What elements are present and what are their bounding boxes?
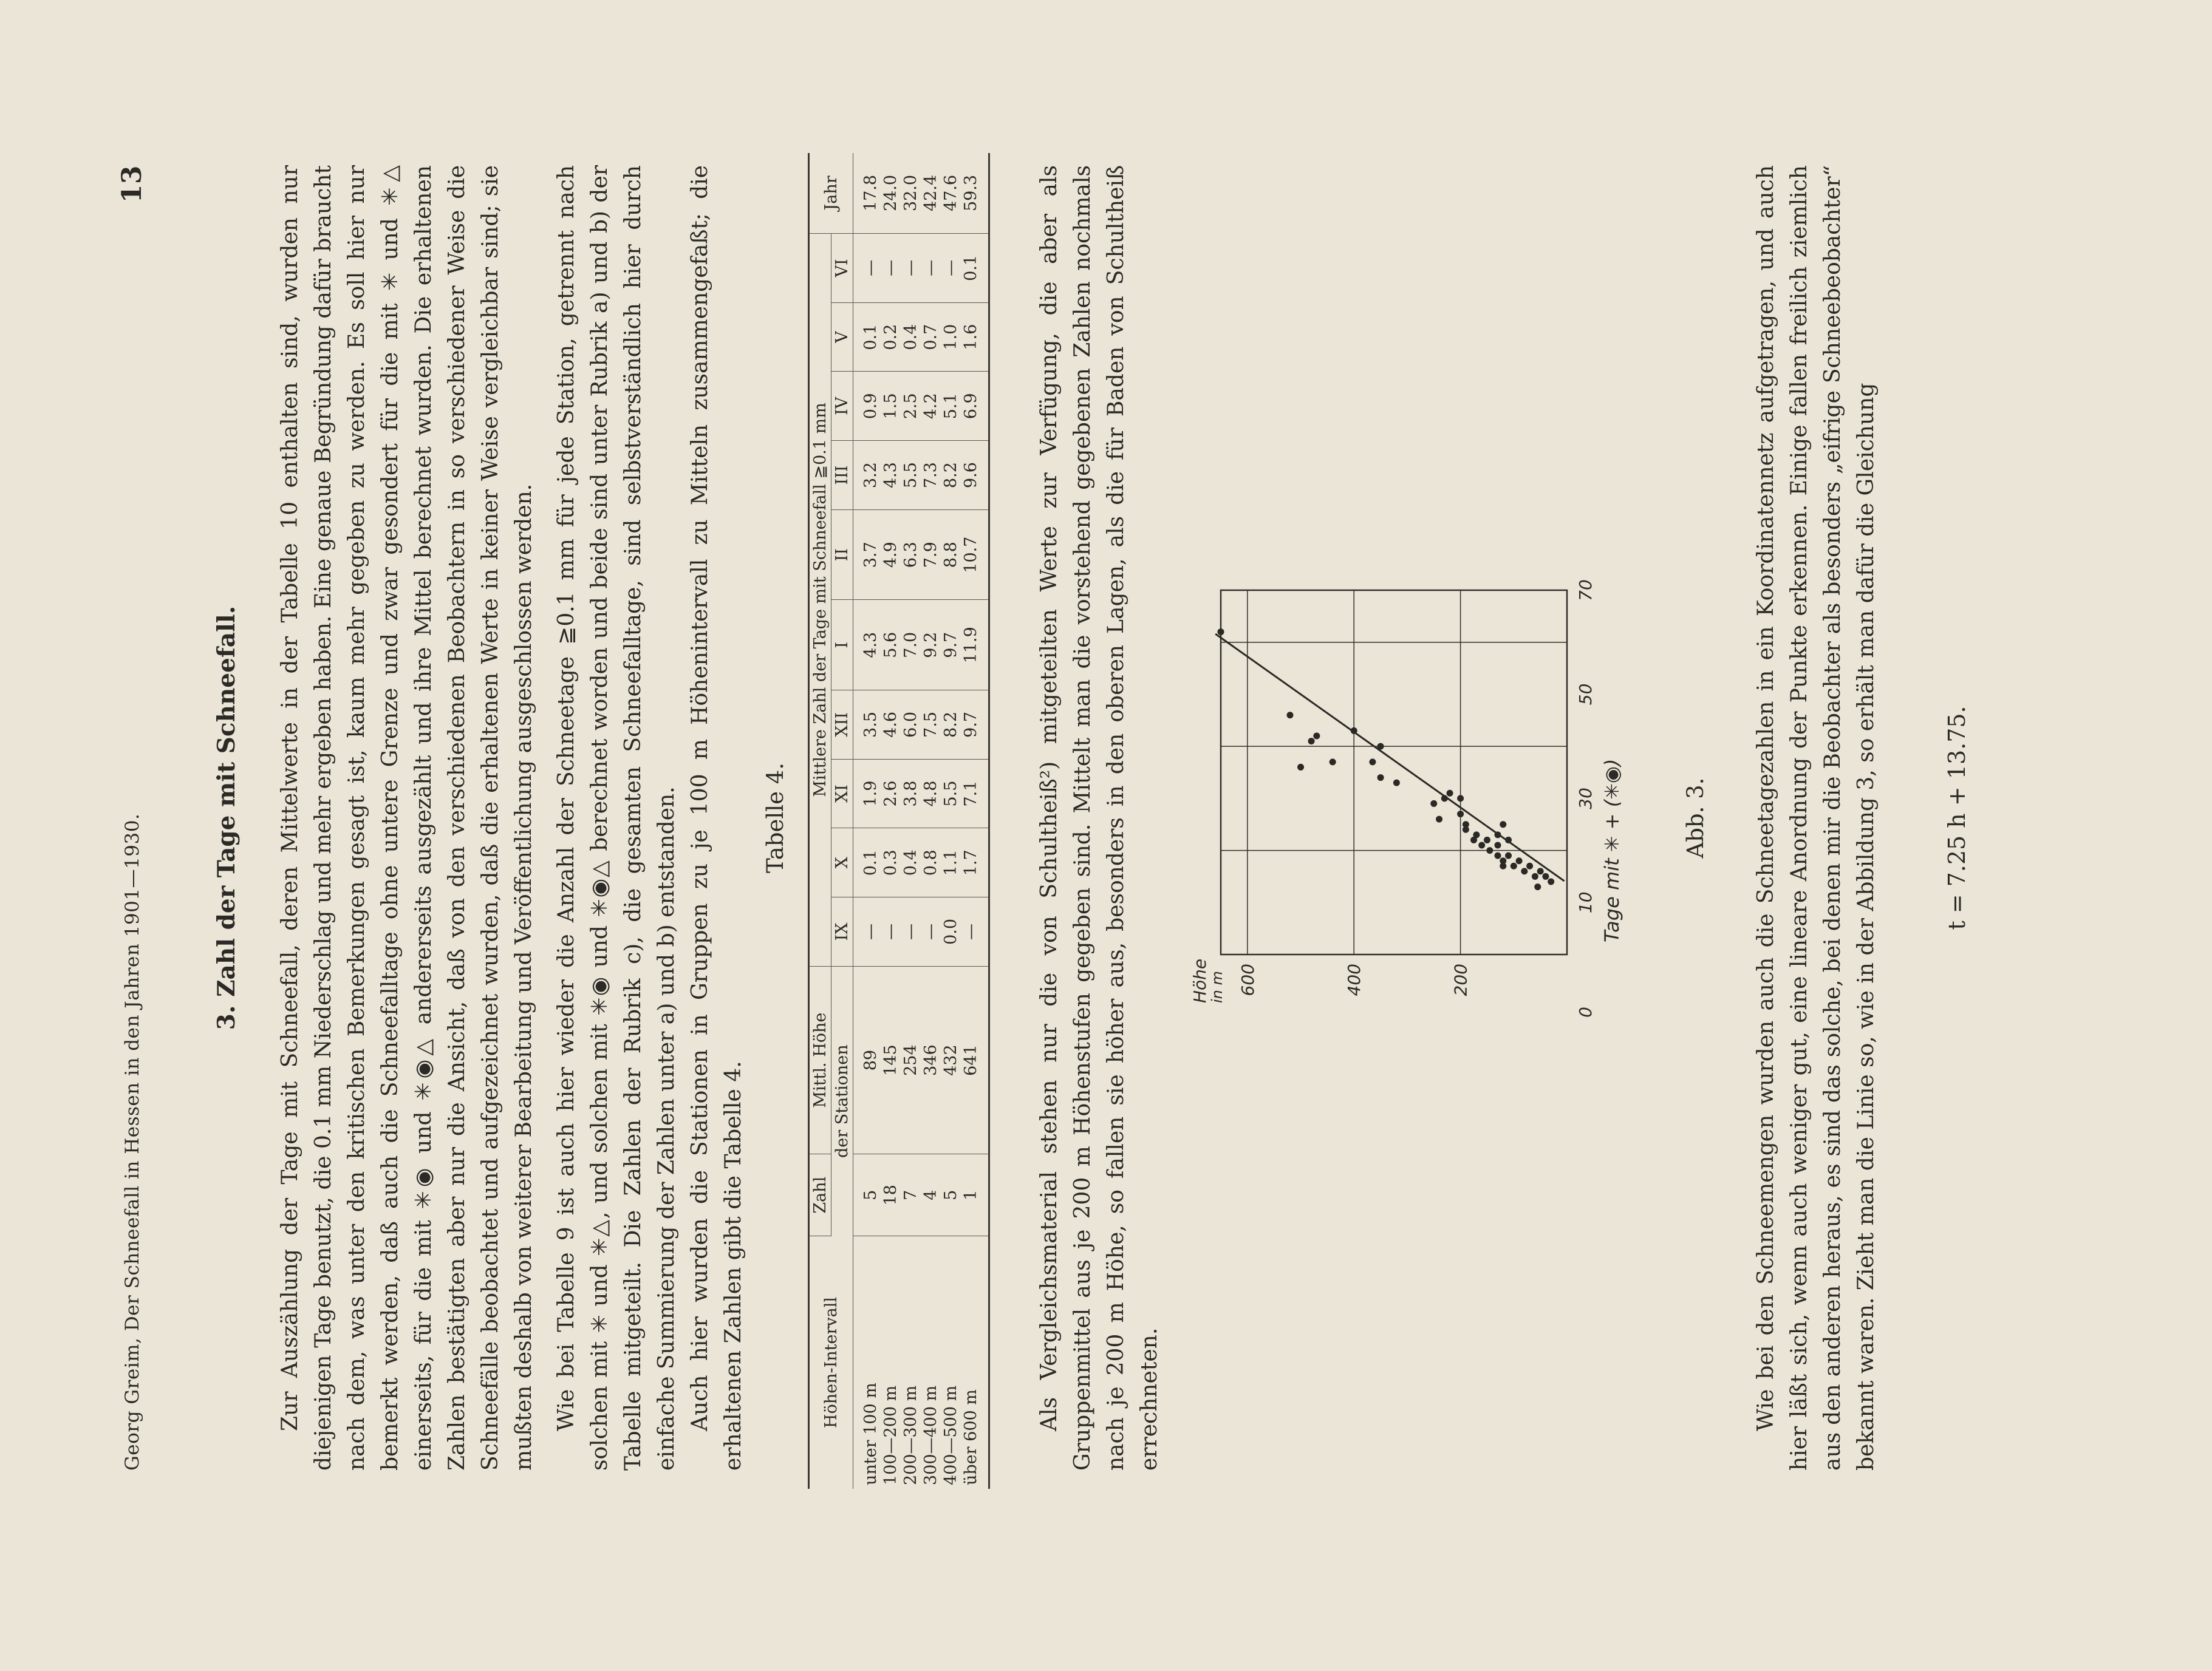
cell-month-value: 6.9 xyxy=(961,372,989,441)
header-month-I: I xyxy=(831,600,853,690)
data-point xyxy=(1393,780,1400,786)
cell-month-value: 0.0 xyxy=(941,897,961,967)
running-head: Georg Greim, Der Schneefall in Hessen in den Jahren 1901—1930. xyxy=(121,813,143,1471)
x-tick-label: 50 xyxy=(1575,683,1596,706)
y-tick-label: 400 xyxy=(1344,964,1365,996)
data-point xyxy=(1377,743,1384,750)
cell-hoehe: 641 xyxy=(961,966,989,1154)
cell-month-value: — xyxy=(853,233,881,302)
header-month-IV: IV xyxy=(831,372,853,441)
paragraph-5: Wie bei den Schneemengen wurden auch die Schneetagezahlen in ein Koordinatennetz aufgetragen, und auch hier läßt sich, wenn auch weniger gut, eine lineare Anordnung der Punkte erkennen. Einige fallen freilich ziemlich aus den anderen heraus, es sind das solche, bei denen mir die Beobachter als besonders „eifrige Schneebeobachter“ bekannt waren. Zieht man die Linie so, wie in der Abbildung 3, so erhält man dafür die Gleichung xyxy=(1753,165,1879,1471)
cell-hoehe: 254 xyxy=(901,966,921,1154)
cell-month-value: 9.2 xyxy=(921,600,941,690)
y-axis-unit: in m xyxy=(1209,971,1226,1003)
cell-month-value: — xyxy=(881,897,901,967)
header-month-II: II xyxy=(831,509,853,600)
cell-hoehe: 89 xyxy=(853,966,881,1154)
equation: t = 7.25 h + 13.75. xyxy=(1944,706,1970,930)
header-der-stationen: der Stationen xyxy=(831,966,853,1236)
running-header xyxy=(117,165,158,1471)
data-point xyxy=(1484,837,1490,843)
cell-interval: 300—400 m xyxy=(921,1385,940,1485)
data-point xyxy=(1473,831,1480,838)
cell-month-value: — xyxy=(901,233,921,302)
cell-month-value: 4.3 xyxy=(881,441,901,510)
cell-month-value: 0.1 xyxy=(961,233,989,302)
cell-jahr: 59.3 xyxy=(961,153,989,233)
cell-jahr: 32.0 xyxy=(901,153,921,233)
data-point xyxy=(1313,733,1320,740)
cell-interval: 400—500 m xyxy=(941,1385,960,1485)
cell-month-value: 1.6 xyxy=(961,302,989,372)
paragraph-1: Zur Auszählung der Tage mit Schneefall, deren Mittelwerte in der Tabelle 10 enthalten sind, wurden nur diejenigen Tage benutzt, die 0.1 mm Niederschlag und mehr ergeben haben. Eine genaue Begründung dafür braucht nach dem, was unter den kritischen Bemerkungen gesagt ist, kaum mehr gegeben zu werden. Es soll hier nur bemerkt werden, daß auch die Schneefalltage ohne untere Grenze und zwar gesondert für die mit ✳ und ✳△ einerseits, für die mit ✳◉ und ✳◉△ andererseits ausgezählt und ihre Mittel berechnet wurden. Die erhaltenen Zahlen bestätigten aber nur die Ansicht, daß von den verschiedenen Beobachtern in so verschiedener Weise die Schneefälle beobachtet und aufgezeichnet wurden, daß die erhaltenen Werte in keiner Weise vergleichbar sind; sie mußten deshalb von weiterer Bearbeitung und Veröffentlichung ausgeschlossen werden. xyxy=(278,165,536,1471)
header-month-VI: VI xyxy=(831,233,853,302)
cell-month-value: — xyxy=(921,233,941,302)
data-point xyxy=(1218,628,1224,635)
header-month-V: V xyxy=(831,302,853,372)
cell-month-value: 7.1 xyxy=(961,759,989,828)
cell-zahl: 1 xyxy=(961,1154,989,1236)
paragraph-4: Als Vergleichsmaterial stehen nur die von Schultheiß²) mitgeteilten Werte zur Verfügung, die aber als Gruppenmittel aus je 200 m Höhenstufen gegeben sind. Mittelt man die vorstehend gegebenen Zahlen nochmals nach je 200 m Höhe, so fallen sie höher aus, besonders in den oberen Lagen, als die für Baden von Schultheiß errechneten. xyxy=(1037,165,1162,1471)
data-point xyxy=(1500,821,1506,828)
cell-month-value: 6.0 xyxy=(901,690,921,760)
cell-month-value: 5.6 xyxy=(881,600,901,690)
cell-month-value: — xyxy=(941,233,961,302)
cell-jahr: 24.0 xyxy=(881,153,901,233)
cell-month-value: 5.5 xyxy=(901,441,921,510)
data-point xyxy=(1441,795,1448,801)
cell-month-value: 1.7 xyxy=(961,828,989,897)
data-point xyxy=(1500,863,1506,870)
section-title: 3. Zahl der Tage mit Schneefall. xyxy=(213,605,241,1030)
header-month-X: X xyxy=(831,828,853,897)
cell-month-value: 2.6 xyxy=(881,759,901,828)
cell-zahl: 4 xyxy=(921,1154,941,1236)
paragraph-3: Auch hier wurden die Stationen in Gruppen zu je 100 m Höhenintervall zu Mitteln zusammengefaßt; die erhaltenen Zahlen gibt die Tabelle 4. xyxy=(688,165,746,1471)
data-point xyxy=(1521,868,1528,874)
data-point xyxy=(1542,873,1549,880)
snowfall-days-table xyxy=(808,153,990,1489)
cell-month-value: — xyxy=(901,897,921,967)
cell-hoehe: 432 xyxy=(941,966,961,1154)
cell-zahl: 18 xyxy=(881,1154,901,1236)
cell-month-value: 2.5 xyxy=(901,372,921,441)
x-tick-label: 30 xyxy=(1575,788,1596,809)
cell-month-value: 8.2 xyxy=(941,441,961,510)
cell-interval: über 600 m xyxy=(961,1236,989,1489)
x-tick-label: 0 xyxy=(1575,1007,1596,1018)
cell-jahr: 42.4 xyxy=(921,153,941,233)
data-point xyxy=(1447,790,1453,797)
data-point xyxy=(1287,712,1294,718)
cell-month-value: 7.3 xyxy=(921,441,941,510)
header-zahl: Zahl xyxy=(809,1154,831,1236)
cell-month-value: 0.3 xyxy=(881,828,901,897)
data-point xyxy=(1377,774,1384,781)
scatter-chart xyxy=(1184,517,1701,1064)
y-axis-label: Höhe xyxy=(1190,958,1210,1003)
y-tick-label: 200 xyxy=(1450,964,1471,996)
cell-month-value: 7.5 xyxy=(921,690,941,760)
cell-month-value: 0.9 xyxy=(853,372,881,441)
data-point xyxy=(1516,857,1523,864)
cell-zahl: 5 xyxy=(853,1154,881,1236)
cell-month-value: 1.5 xyxy=(881,372,901,441)
cell-month-value: 4.9 xyxy=(881,509,901,600)
data-point xyxy=(1495,842,1501,849)
cell-interval: 100—200 m xyxy=(881,1385,900,1485)
data-point xyxy=(1537,868,1544,874)
cell-month-value: 8.2 xyxy=(941,690,961,760)
header-jahr: Jahr xyxy=(809,153,853,233)
data-point xyxy=(1495,853,1501,859)
cell-month-value: — xyxy=(961,897,989,967)
figure-caption: Abb. 3. xyxy=(1682,777,1708,859)
cell-hoehe: 346 xyxy=(921,966,941,1154)
cell-month-value: 5.5 xyxy=(941,759,961,828)
table-row xyxy=(961,153,989,1489)
cell-month-value: 3.7 xyxy=(853,509,881,600)
table-row xyxy=(921,153,941,1489)
cell-month-value: 9.7 xyxy=(941,600,961,690)
header-mittlere: Mittlere Zahl der Tage mit Schneefall ≧0.1 mm xyxy=(809,233,831,966)
cell-month-value: 0.2 xyxy=(881,302,901,372)
paragraph-2: Wie bei Tabelle 9 ist auch hier wieder die Anzahl der Schneetage ≧0.1 mm für jede Station, getrennt nach solchen mit ✳ und ✳△, und solchen mit ✳◉ und ✳◉△ berechnet worden und beide sind unter Rubrik a) und b) der Tabelle mitgeteilt. Die Zahlen der Rubrik c), die gesamten Schneefalltage, sind selbstverständlich hier durch einfache Summierung der Zahlen unter a) und b) entstanden. xyxy=(554,165,679,1471)
cell-month-value: 3.8 xyxy=(901,759,921,828)
table-row xyxy=(941,153,961,1489)
cell-jahr: 17.8 xyxy=(853,153,881,233)
cell-month-value: 7.0 xyxy=(901,600,921,690)
cell-month-value: 0.4 xyxy=(901,828,921,897)
cell-month-value: 4.8 xyxy=(921,759,941,828)
x-tick-label: 10 xyxy=(1575,891,1596,914)
header-month-XII: XII xyxy=(831,690,853,760)
header-interval: Höhen-Intervall xyxy=(809,1236,853,1489)
data-point xyxy=(1505,837,1512,843)
cell-month-value: 4.2 xyxy=(921,372,941,441)
cell-jahr: 47.6 xyxy=(941,153,961,233)
cell-zahl: 5 xyxy=(941,1154,961,1236)
y-tick-label: 600 xyxy=(1237,964,1258,996)
cell-interval: 200—300 m xyxy=(901,1385,920,1485)
cell-month-value: 0.1 xyxy=(853,828,881,897)
cell-month-value: 7.9 xyxy=(921,509,941,600)
cell-month-value: 1.9 xyxy=(853,759,881,828)
cell-hoehe: 145 xyxy=(881,966,901,1154)
plot-frame xyxy=(1221,590,1567,955)
cell-month-value: 10.7 xyxy=(961,509,989,600)
cell-month-value: 1.0 xyxy=(941,302,961,372)
x-axis-label: Tage mit ✳ + (✳◉) xyxy=(1600,758,1623,942)
cell-month-value: — xyxy=(881,233,901,302)
data-point xyxy=(1511,863,1517,870)
regression-line xyxy=(1215,634,1564,881)
data-point xyxy=(1505,853,1512,859)
cell-month-value: — xyxy=(921,897,941,967)
table-row xyxy=(853,153,881,1489)
cell-month-value: 0.8 xyxy=(921,828,941,897)
data-point xyxy=(1308,738,1315,744)
header-month-XI: XI xyxy=(831,759,853,828)
cell-month-value: 0.1 xyxy=(853,302,881,372)
data-point xyxy=(1430,800,1437,807)
header-month-IX: IX xyxy=(831,897,853,967)
data-point xyxy=(1532,873,1538,880)
x-tick-label: 70 xyxy=(1575,579,1596,601)
data-point xyxy=(1436,816,1442,823)
data-point xyxy=(1297,764,1304,771)
page-number: 13 xyxy=(117,165,148,203)
header-month-III: III xyxy=(831,441,853,510)
cell-month-value: 8.8 xyxy=(941,509,961,600)
table-row xyxy=(881,153,901,1489)
table-row xyxy=(901,153,921,1489)
cell-month-value: 9.6 xyxy=(961,441,989,510)
data-point xyxy=(1478,842,1485,849)
data-point xyxy=(1457,811,1464,817)
cell-interval: unter 100 m xyxy=(861,1383,880,1485)
cell-month-value: 4.3 xyxy=(853,600,881,690)
cell-month-value: 3.5 xyxy=(853,690,881,760)
cell-month-value: 9.7 xyxy=(961,690,989,760)
cell-month-value: 4.6 xyxy=(881,690,901,760)
table-caption: Tabelle 4. xyxy=(762,762,788,874)
data-point xyxy=(1351,727,1357,734)
cell-month-value: 6.3 xyxy=(901,509,921,600)
data-point xyxy=(1495,831,1501,838)
cell-month-value: 3.2 xyxy=(853,441,881,510)
cell-zahl: 7 xyxy=(901,1154,921,1236)
data-point xyxy=(1486,847,1493,854)
data-point xyxy=(1369,758,1376,765)
cell-month-value: 1.1 xyxy=(941,828,961,897)
cell-month-value: 11.9 xyxy=(961,600,989,690)
data-point xyxy=(1526,863,1533,870)
header-hoehe: Mittl. Höhe xyxy=(809,966,831,1154)
data-point xyxy=(1457,795,1464,801)
cell-month-value: — xyxy=(853,897,881,967)
cell-month-value: 0.4 xyxy=(901,302,921,372)
data-point xyxy=(1330,758,1336,765)
data-point xyxy=(1463,826,1469,833)
cell-month-value: 5.1 xyxy=(941,372,961,441)
data-point xyxy=(1548,879,1554,885)
cell-month-value: 0.7 xyxy=(921,302,941,372)
data-point xyxy=(1534,883,1541,890)
